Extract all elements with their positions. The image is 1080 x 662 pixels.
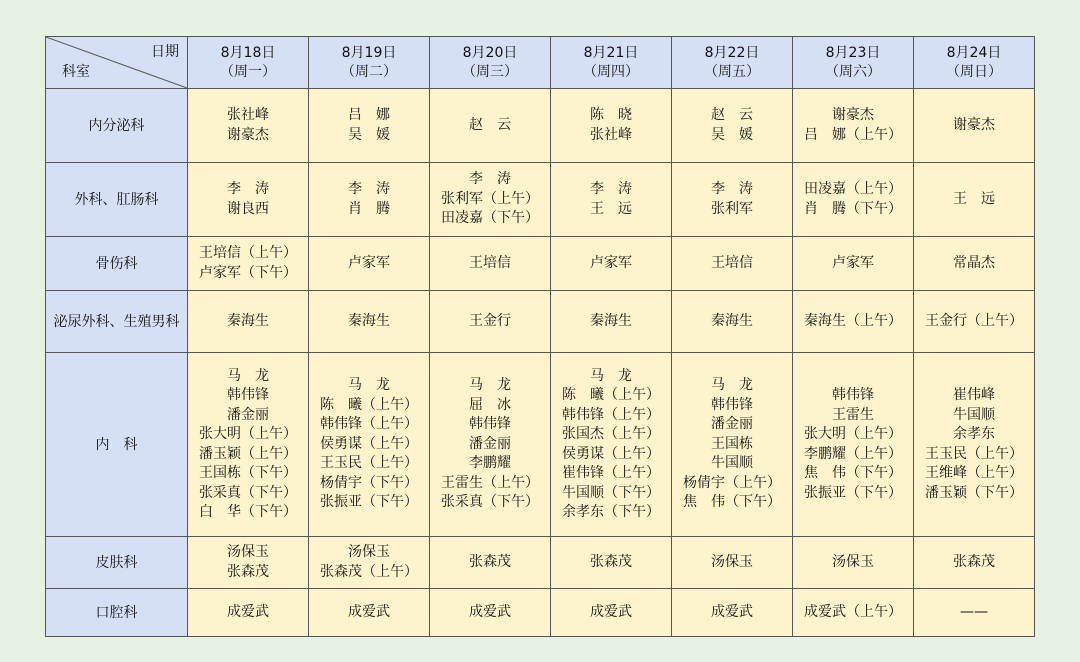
schedule-cell — [914, 291, 1035, 353]
doctor-name: 卢家军（下午） — [199, 264, 297, 281]
schedule-cell — [551, 589, 672, 637]
doctor-list — [199, 244, 297, 283]
doctor-name: 谢良西 — [227, 200, 269, 217]
doctor-name: 卢家军 — [348, 254, 390, 271]
doctor-list — [227, 180, 269, 219]
day-weekday: （周二） — [341, 63, 397, 80]
doctor-name: 张森茂 — [953, 553, 995, 570]
doctor-list — [832, 254, 874, 274]
doctor-list — [804, 106, 902, 145]
doctor-list — [711, 254, 753, 274]
doctor-list — [711, 553, 753, 573]
doctor-list — [953, 190, 995, 210]
doctor-name: 汤保玉 — [227, 544, 269, 560]
day-weekday: （周六） — [825, 63, 881, 80]
doctor-name: 张振亚（下午） — [804, 484, 902, 501]
department-name: 泌尿外科、生殖男科 — [46, 291, 188, 353]
schedule-cell — [793, 537, 914, 589]
doctor-list — [348, 312, 390, 332]
doctor-name: 常晶杰 — [953, 254, 995, 271]
doctor-name: 李鹏耀 — [469, 455, 511, 472]
doctor-list — [590, 603, 632, 623]
doctor-list — [469, 553, 511, 573]
doctor-list — [441, 170, 539, 229]
doctor-name: 谢豪杰 — [953, 116, 995, 133]
department-name: 内 科 — [46, 353, 188, 537]
schedule-cell — [551, 353, 672, 537]
doctor-name: 吕 娜 — [348, 107, 390, 123]
doctor-name: 侯勇谋（上午） — [562, 445, 660, 462]
doctor-name: 吕 娜（上午） — [804, 126, 902, 143]
schedule-cell — [672, 237, 793, 291]
doctor-name: 陈 曦（上午） — [562, 387, 660, 403]
schedule-cell — [914, 537, 1035, 589]
doctor-name: 侯勇谋（上午） — [320, 435, 418, 452]
doctor-name: 李 涛 — [711, 181, 753, 197]
day-weekday: （周一） — [220, 63, 276, 80]
department-row — [46, 589, 1035, 637]
schedule-cell — [793, 163, 914, 237]
day-header — [672, 37, 793, 89]
schedule-cell — [430, 353, 551, 537]
doctor-name: 张采真（下午） — [199, 484, 297, 501]
doctor-name: 潘玉颖（上午） — [199, 445, 297, 462]
department-name: 口腔科 — [46, 589, 188, 637]
doctor-name: 田凌嘉（下午） — [441, 210, 539, 227]
doctor-name: 赵 云 — [469, 116, 511, 133]
doctor-name: 韩伟锋（上午） — [562, 406, 660, 423]
doctor-list — [348, 603, 390, 623]
doctor-name: 余孝东（下午） — [562, 504, 660, 520]
doctor-name: 谢豪杰 — [832, 107, 874, 123]
schedule-cell — [551, 291, 672, 353]
schedule-cell — [188, 589, 309, 637]
doctor-name: 韩伟锋 — [711, 396, 753, 413]
schedule-cell — [309, 589, 430, 637]
doctor-list — [711, 603, 753, 623]
doctor-list — [953, 116, 995, 136]
doctor-name: 焦 伟（下午） — [804, 465, 902, 481]
department-row — [46, 237, 1035, 291]
doctor-name: 吴 媛 — [348, 126, 390, 143]
doctor-name: 焦 伟（下午） — [683, 494, 781, 511]
doctor-list — [925, 312, 1023, 332]
day-weekday: （周三） — [462, 63, 518, 80]
doctor-name: 成爱武 — [711, 603, 753, 620]
doctor-name: 白 华（下午） — [199, 504, 297, 520]
schedule-cell — [188, 353, 309, 537]
doctor-name: 张大明（上午） — [804, 426, 902, 442]
schedule-cell — [430, 589, 551, 637]
doctor-name: 王金行（上午） — [925, 312, 1023, 329]
day-date: 8月24日 — [946, 44, 1002, 61]
corner-cell — [46, 37, 188, 89]
doctor-name: 赵 云 — [711, 107, 753, 123]
doctor-name: 牛国顺 — [953, 406, 995, 423]
doctor-name: 张国杰（上午） — [562, 426, 660, 442]
doctor-list — [348, 106, 390, 145]
schedule-cell — [672, 291, 793, 353]
schedule-cell — [672, 353, 793, 537]
doctor-name: 张社峰 — [590, 126, 632, 143]
department-name: 骨伤科 — [46, 237, 188, 291]
doctor-list — [199, 367, 297, 523]
doctor-name: 屈 冰 — [469, 396, 511, 413]
schedule-cell — [672, 537, 793, 589]
doctor-list — [804, 386, 902, 503]
doctor-name: 秦海生 — [227, 312, 269, 329]
day-header — [309, 37, 430, 89]
doctor-name: 余孝东 — [953, 426, 995, 442]
doctor-name: 马 龙 — [711, 377, 753, 394]
schedule-cell — [309, 291, 430, 353]
day-date: 8月21日 — [583, 44, 639, 61]
doctor-name: 张采真（下午） — [441, 494, 539, 511]
schedule-cell — [793, 291, 914, 353]
doctor-list — [590, 180, 632, 219]
doctor-list — [683, 376, 781, 513]
doctor-name: 王培信 — [711, 254, 753, 271]
doctor-name: 崔伟峰 — [953, 387, 995, 403]
doctor-name: 王雷生 — [832, 406, 874, 423]
doctor-name: 陈 晓 — [590, 107, 632, 123]
doctor-list — [711, 312, 753, 332]
doctor-list — [711, 180, 753, 219]
schedule-cell — [309, 353, 430, 537]
doctor-name: 张振亚（下午） — [320, 494, 418, 511]
schedule-cell — [914, 89, 1035, 163]
schedule-cell — [672, 163, 793, 237]
doctor-name: 王国栋 — [711, 435, 753, 452]
schedule-cell — [430, 237, 551, 291]
schedule-cell — [793, 353, 914, 537]
doctor-list — [320, 543, 418, 582]
schedule-cell — [551, 537, 672, 589]
schedule-cell — [914, 353, 1035, 537]
doctor-name: 韩伟锋（上午） — [320, 416, 418, 433]
schedule-cell — [793, 89, 914, 163]
doctor-name: 成爱武（上午） — [804, 603, 902, 620]
schedule-cell — [551, 89, 672, 163]
doctor-list — [348, 254, 390, 274]
day-header — [793, 37, 914, 89]
doctor-name: 张社峰 — [227, 107, 269, 123]
doctor-name: 张森茂 — [590, 553, 632, 570]
day-date: 8月22日 — [704, 44, 760, 61]
doctor-list — [227, 312, 269, 332]
doctor-name: 成爱武 — [348, 603, 390, 620]
doctor-name: —— — [960, 603, 988, 620]
doctor-name: 杨倩宇（上午） — [683, 474, 781, 491]
schedule-cell — [188, 537, 309, 589]
doctor-name: 王国栋（下午） — [199, 465, 297, 481]
schedule-cell — [188, 89, 309, 163]
doctor-name: 李 涛 — [348, 181, 390, 197]
doctor-list — [953, 254, 995, 274]
doctor-list — [925, 386, 1023, 503]
department-name: 皮肤科 — [46, 537, 188, 589]
doctor-name: 王金行 — [469, 312, 511, 329]
doctor-name: 肖 腾（下午） — [804, 200, 902, 217]
doctor-name: 王玉民（上午） — [925, 445, 1023, 462]
schedule-cell — [188, 237, 309, 291]
doctor-list — [804, 603, 902, 623]
doctor-name: 成爱武 — [469, 603, 511, 620]
doctor-name: 潘金丽 — [711, 416, 753, 433]
doctor-list — [804, 180, 902, 219]
department-name: 内分泌科 — [46, 89, 188, 163]
doctor-name: 潘金丽 — [469, 435, 511, 452]
doctor-name: 张利军 — [711, 200, 753, 217]
doctor-list — [590, 254, 632, 274]
doctor-name: 韩伟锋 — [469, 416, 511, 433]
doctor-list — [469, 603, 511, 623]
department-row — [46, 291, 1035, 353]
doctor-name: 杨倩宇（下午） — [320, 474, 418, 491]
doctor-list — [469, 254, 511, 274]
day-header — [188, 37, 309, 89]
schedule-cell — [188, 163, 309, 237]
doctor-name: 崔伟锋（上午） — [562, 465, 660, 481]
schedule-cell — [793, 589, 914, 637]
doctor-name: 张大明（上午） — [199, 426, 297, 442]
doctor-name: 马 龙 — [469, 377, 511, 394]
department-row — [46, 89, 1035, 163]
schedule-cell — [914, 163, 1035, 237]
doctor-list — [227, 543, 269, 582]
doctor-name: 潘玉颖（下午） — [925, 484, 1023, 501]
schedule-cell — [309, 163, 430, 237]
schedule-cell — [551, 163, 672, 237]
schedule-cell — [914, 237, 1035, 291]
doctor-name: 田凌嘉（上午） — [804, 181, 902, 197]
schedule-cell — [551, 237, 672, 291]
doctor-name: 王培信 — [469, 254, 511, 271]
schedule-cell — [430, 89, 551, 163]
doctor-list — [227, 603, 269, 623]
day-date: 8月20日 — [462, 44, 518, 61]
doctor-name: 谢豪杰 — [227, 126, 269, 143]
corner-dept-label: 科室 — [62, 64, 90, 80]
department-row — [46, 537, 1035, 589]
header-row — [46, 37, 1035, 89]
doctor-name: 张森茂（上午） — [320, 563, 418, 580]
doctor-list — [320, 376, 418, 513]
doctor-name: 马 龙 — [590, 367, 632, 384]
doctor-list — [711, 106, 753, 145]
doctor-list — [590, 312, 632, 332]
doctor-name: 马 龙 — [348, 377, 390, 394]
schedule-cell — [793, 237, 914, 291]
department-row — [46, 163, 1035, 237]
schedule-cell — [430, 537, 551, 589]
doctor-name: 陈 曦（上午） — [320, 396, 418, 413]
doctor-list — [469, 116, 511, 136]
doctor-name: 秦海生 — [590, 312, 632, 329]
doctor-name: 汤保玉 — [832, 553, 874, 570]
doctor-list — [960, 603, 988, 623]
doctor-name: 韩伟锋 — [832, 387, 874, 403]
doctor-name: 王 远 — [953, 190, 995, 207]
doctor-name: 秦海生（上午） — [804, 312, 902, 329]
doctor-name: 张森茂 — [469, 553, 511, 570]
doctor-name: 秦海生 — [711, 312, 753, 329]
doctor-list — [348, 180, 390, 219]
doctor-name: 卢家军 — [590, 254, 632, 271]
schedule-cell — [309, 89, 430, 163]
doctor-name: 牛国顺（下午） — [562, 484, 660, 501]
doctor-name: 卢家军 — [832, 254, 874, 271]
doctor-name: 秦海生 — [348, 312, 390, 329]
doctor-name: 李 涛 — [590, 181, 632, 197]
day-date: 8月18日 — [220, 44, 276, 61]
schedule-cell — [430, 163, 551, 237]
doctor-list — [832, 553, 874, 573]
doctor-name: 汤保玉 — [711, 553, 753, 570]
doctor-list — [590, 553, 632, 573]
doctor-name: 王玉民（上午） — [320, 455, 418, 472]
doctor-name: 韩伟锋 — [227, 387, 269, 403]
doctor-name: 潘金丽 — [227, 406, 269, 423]
doctor-name: 王培信（上午） — [199, 245, 297, 261]
doctor-list — [441, 376, 539, 513]
doctor-name: 李鹏耀（上午） — [804, 445, 902, 462]
doctor-list — [590, 106, 632, 145]
doctor-name: 王 远 — [590, 200, 632, 217]
doctor-name: 牛国顺 — [711, 455, 753, 472]
day-header — [551, 37, 672, 89]
doctor-name: 马 龙 — [227, 367, 269, 384]
department-row — [46, 353, 1035, 537]
corner-date-label: 日期 — [151, 44, 179, 60]
doctor-list — [562, 367, 660, 523]
day-weekday: （周日） — [946, 63, 1002, 80]
schedule-cell — [914, 589, 1035, 637]
schedule-cell — [672, 89, 793, 163]
doctor-name: 肖 腾 — [348, 200, 390, 217]
day-header — [430, 37, 551, 89]
schedule-cell — [309, 237, 430, 291]
doctor-list — [804, 312, 902, 332]
doctor-name: 张利军（上午） — [441, 190, 539, 207]
day-weekday: （周四） — [583, 63, 639, 80]
doctor-name: 张森茂 — [227, 563, 269, 580]
department-name: 外科、肛肠科 — [46, 163, 188, 237]
day-header — [914, 37, 1035, 89]
schedule-cell — [430, 291, 551, 353]
day-weekday: （周五） — [704, 63, 760, 80]
schedule-cell — [309, 537, 430, 589]
doctor-name: 成爱武 — [590, 603, 632, 620]
day-date: 8月19日 — [341, 44, 397, 61]
doctor-name: 王维峰（上午） — [925, 465, 1023, 481]
doctor-list — [227, 106, 269, 145]
duty-schedule-table — [45, 36, 1035, 637]
doctor-name: 王雷生（上午） — [441, 474, 539, 491]
doctor-name: 成爱武 — [227, 603, 269, 620]
doctor-name: 李 涛 — [469, 171, 511, 188]
doctor-name: 汤保玉 — [348, 544, 390, 560]
schedule-cell — [188, 291, 309, 353]
doctor-list — [469, 312, 511, 332]
day-date: 8月23日 — [825, 44, 881, 61]
doctor-name: 李 涛 — [227, 181, 269, 197]
doctor-list — [953, 553, 995, 573]
schedule-cell — [672, 589, 793, 637]
doctor-name: 吴 媛 — [711, 126, 753, 143]
